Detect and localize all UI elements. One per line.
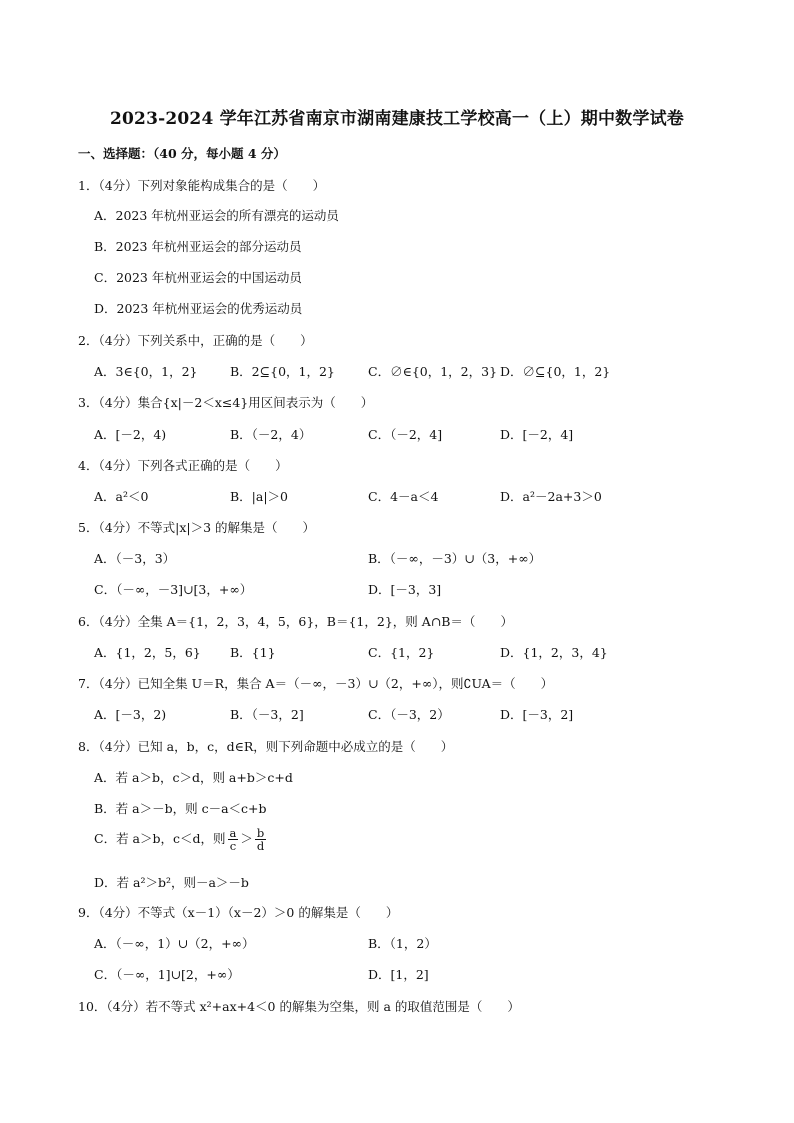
- question-5-option-a: A．（－3，3）: [94, 551, 176, 566]
- question-6-option-b: B．{1}: [230, 645, 276, 660]
- question-6-option-a: A．{1，2，5，6}: [94, 645, 201, 660]
- question-2-option-c: C．∅∈{0，1，2，3}: [368, 364, 498, 379]
- question-7-option-b: B．（－3，2]: [230, 707, 304, 722]
- question-10-stem: 10．（4分）若不等式 x²+ax+4＜0 的解集为空集，则 a 的取值范围是（ ）: [78, 999, 520, 1014]
- question-5-option-b: B．（－∞，－3）∪（3，+∞）: [368, 551, 542, 566]
- question-1-option-d: D．2023 年杭州亚运会的优秀运动员: [94, 301, 303, 316]
- question-4-option-c: C．4－a＜4: [368, 489, 439, 504]
- question-1-option-b: B．2023 年杭州亚运会的部分运动员: [94, 239, 302, 254]
- fraction-denominator: d: [256, 839, 265, 854]
- question-9-option-a: A．（－∞，1）∪（2，+∞）: [94, 936, 255, 951]
- question-8-option-b: B．若 a＞－b，则 c－a＜c+b: [94, 801, 267, 816]
- question-4-option-d: D．a²－2a+3＞0: [500, 489, 602, 504]
- question-5-option-c: C．（－∞，－3]∪[3，+∞）: [94, 582, 253, 597]
- question-6-stem: 6．（4分）全集 A＝{1，2，3，4，5，6}，B＝{1，2}，则 A∩B＝（ ）: [78, 614, 513, 629]
- section-heading: 一、选择题：（40 分，每小题 4 分）: [78, 146, 286, 161]
- question-2-option-a: A．3∈{0，1，2}: [94, 364, 198, 379]
- question-1-option-a: A．2023 年杭州亚运会的所有漂亮的运动员: [94, 208, 339, 223]
- question-1-option-c: C．2023 年杭州亚运会的中国运动员: [94, 270, 302, 285]
- question-3-option-d: D．[－2，4]: [500, 427, 574, 442]
- page-title: 2023-2024 学年江苏省南京市湖南建康技工学校高一（上）期中数学试卷: [109, 109, 684, 129]
- question-3-option-b: B．（－2，4）: [230, 427, 312, 442]
- fraction-b-over-d: [255, 827, 266, 852]
- question-7-option-c: C．（－3，2）: [368, 707, 450, 722]
- fraction-numerator: b: [256, 826, 265, 840]
- fraction-a-over-c: [228, 827, 239, 852]
- question-4-stem: 4．（4分）下列各式正确的是（ ）: [78, 458, 288, 473]
- question-8-option-c: [94, 827, 268, 852]
- question-3-option-a: A．[－2，4): [94, 427, 167, 442]
- question-2-stem: 2．（4分）下列关系中，正确的是（ ）: [78, 333, 313, 348]
- question-7-option-d: D．[－3，2]: [500, 707, 574, 722]
- question-8-option-a: A．若 a＞b，c＞d，则 a+b＞c+d: [94, 770, 293, 785]
- question-2-option-d: D．∅⊆{0，1，2}: [500, 364, 611, 379]
- question-9-option-b: B．（1，2）: [368, 936, 437, 951]
- question-6-option-c: C．{1，2}: [368, 645, 435, 660]
- question-3-option-c: C．（－2，4]: [368, 427, 443, 442]
- question-1-stem: 1．（4分）下列对象能构成集合的是（ ）: [78, 178, 326, 193]
- question-5-option-d: D．[－3，3]: [368, 582, 442, 597]
- question-7-stem: 7．（4分）已知全集 U＝R，集合 A＝（－∞，－3）∪（2，+∞），则∁UA＝（ ）: [78, 676, 554, 691]
- relation-symbol: ＞: [240, 831, 253, 847]
- fraction-denominator: c: [229, 839, 237, 854]
- question-9-option-d: D．[1，2]: [368, 967, 429, 982]
- question-3-stem: 3．（4分）集合{x|－2＜x≤4}用区间表示为（ ）: [78, 395, 374, 410]
- question-6-option-d: D．{1，2，3，4}: [500, 645, 608, 660]
- question-8-option-c-prefix: C．若 a＞b，c＜d，则: [94, 831, 226, 847]
- question-5-stem: 5．（4分）不等式|x|＞3 的解集是（ ）: [78, 520, 316, 535]
- question-4-option-b: B．|a|＞0: [230, 489, 289, 504]
- question-8-stem: 8．（4分）已知 a，b，c，d∈R，则下列命题中必成立的是（ ）: [78, 739, 454, 754]
- question-9-stem: 9．（4分）不等式（x－1）（x－2）＞0 的解集是（ ）: [78, 905, 399, 920]
- question-4-option-a: A．a²＜0: [94, 489, 149, 504]
- question-8-option-d: D．若 a²＞b²，则－a＞－b: [94, 875, 249, 890]
- question-9-option-c: C．（－∞，1]∪[2，+∞）: [94, 967, 240, 982]
- question-2-option-b: B．2⊆{0，1，2}: [230, 364, 335, 379]
- question-7-option-a: A．[－3，2): [94, 707, 167, 722]
- fraction-numerator: a: [229, 826, 237, 840]
